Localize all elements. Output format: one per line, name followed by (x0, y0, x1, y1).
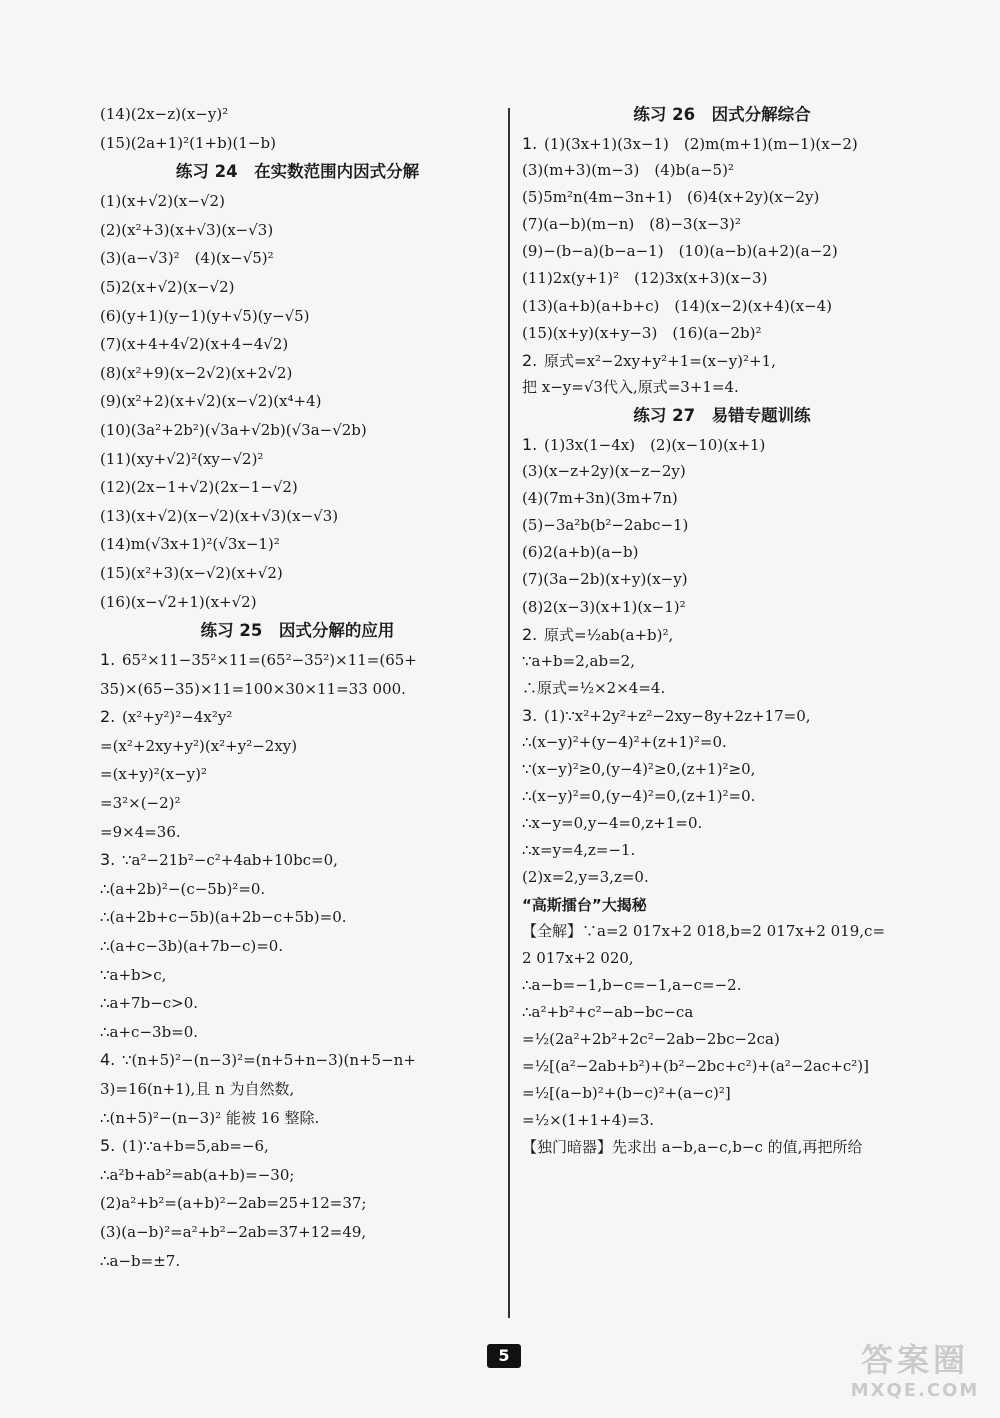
answer-line (522, 431, 922, 458)
answer-line (522, 702, 922, 729)
answer-text: 把 x−y=√3代入,原式=3+1=4. (522, 377, 739, 396)
answer-line (100, 760, 495, 789)
answer-line (522, 157, 922, 184)
answer-text: (1)∵a+b=5,ab=−6, (122, 1137, 269, 1156)
answer-line (522, 783, 922, 810)
answer-text: ∴(x−y)²+(y−4)²+(z+1)²=0. (522, 732, 727, 751)
answer-line (100, 846, 495, 875)
answer-line (522, 1026, 922, 1053)
answer-line (522, 1134, 922, 1161)
answer-text: (6)(y+1)(y−1)(y+√5)(y−√5) (100, 306, 310, 325)
answer-line (522, 918, 922, 945)
answer-line (522, 1080, 922, 1107)
question-number: 3. (522, 705, 538, 725)
answer-line (100, 244, 495, 273)
answer-line (522, 238, 922, 265)
answer-line (522, 864, 922, 891)
answer-line (100, 302, 495, 331)
answer-line (100, 359, 495, 388)
answer-line (100, 1018, 495, 1047)
answer-text: ∵(x−y)²≥0,(y−4)²≥0,(z+1)²≥0, (522, 760, 756, 779)
answer-line (100, 1247, 495, 1276)
answer-line (100, 703, 495, 732)
answer-text: (15)(x+y)(x+y−3) (16)(a−2b)² (522, 323, 762, 342)
answer-line (100, 732, 495, 761)
answer-text: ∴(n+5)²−(n−3)² 能被 16 整除. (100, 1108, 320, 1127)
answer-text: =½×(1+1+4)=3. (522, 1111, 655, 1130)
answer-line (100, 1189, 495, 1218)
page-number: 5 (487, 1344, 521, 1368)
answer-line (522, 729, 922, 756)
subsection-title: “高斯擂台”大揭秘 (522, 895, 647, 914)
answer-text: (12)(2x−1+√2)(2x−1−√2) (100, 478, 298, 497)
answer-line (522, 184, 922, 211)
answer-text: (3)(m+3)(m−3) (4)b(a−5)² (522, 161, 734, 180)
answer-text: (13)(a+b)(a+b+c) (14)(x−2)(x+4)(x−4) (522, 296, 833, 315)
question-number: 3. (100, 850, 116, 870)
answer-text: ∵a+b=2,ab=2, (522, 651, 635, 670)
answer-line (522, 675, 922, 702)
answer-line (522, 265, 922, 292)
left-column (100, 100, 495, 1275)
answer-line (100, 1075, 495, 1104)
question-number: 2. (100, 707, 116, 727)
answer-text: (5)2(x+√2)(x−√2) (100, 277, 235, 296)
answer-text: ∴x−y=0,y−4=0,z+1=0. (522, 814, 703, 833)
answer-text: (10)(3a²+2b²)(√3a+√2b)(√3a−√2b) (100, 420, 367, 439)
answer-text: ∵(n+5)²−(n−3)²=(n+5+n−3)(n+5−n+ (122, 1051, 416, 1070)
answer-text: (2)x=2,y=3,z=0. (522, 868, 649, 887)
answer-text: (1)(3x+1)(3x−1) (2)m(m+1)(m−1)(x−2) (544, 135, 858, 153)
answer-line (100, 502, 495, 531)
answer-text: 原式=x²−2xy+y²+1=(x−y)²+1, (544, 351, 776, 370)
answer-line (100, 216, 495, 245)
question-number: 1. (100, 650, 116, 670)
answer-text: (3)(a−√3)² (4)(x−√5)² (100, 249, 274, 268)
answer-line (100, 187, 495, 216)
answer-text: (3)(a−b)²=a²+b²−2ab=37+12=49, (100, 1222, 367, 1241)
question-number: 1. (522, 434, 538, 454)
answer-line (100, 675, 495, 704)
answer-text: (3)(x−z+2y)(x−z−2y) (522, 462, 686, 481)
answer-line (100, 989, 495, 1018)
right-column (522, 100, 922, 1161)
answer-text: ∴(a+2b+c−5b)(a+2b−c+5b)=0. (100, 908, 347, 927)
answer-line (522, 512, 922, 539)
answer-text: (5)5m²n(4m−3n+1) (6)4(x+2y)(x−2y) (522, 188, 820, 207)
answer-line (522, 648, 922, 675)
answer-text: 【独门暗器】先求出 a−b,a−c,b−c 的值,再把所给 (522, 1138, 863, 1157)
answer-line (100, 1132, 495, 1161)
answer-text: ∴(a+2b)²−(c−5b)²=0. (100, 879, 266, 898)
question-number: 2. (522, 350, 538, 370)
section-heading: 练习 27 易错专题训练 (633, 405, 811, 425)
answer-text: ∴(x−y)²=0,(y−4)²=0,(z+1)²=0. (522, 787, 756, 806)
answer-text: (7)(a−b)(m−n) (8)−3(x−3)² (522, 215, 741, 234)
answer-text: (11)2x(y+1)² (12)3x(x+3)(x−3) (522, 269, 768, 288)
answer-line (522, 945, 922, 972)
answer-line (100, 559, 495, 588)
answer-line (100, 1161, 495, 1190)
answer-text: (13)(x+√2)(x−√2)(x+√3)(x−√3) (100, 506, 339, 525)
answer-text: (7)(3a−2b)(x+y)(x−y) (522, 570, 688, 589)
answer-text: ∴a+7b−c>0. (100, 994, 199, 1013)
answer-text: =½[(a−b)²+(b−c)²+(a−c)²] (522, 1084, 731, 1103)
question-number: 1. (522, 134, 538, 153)
answer-text: (8)2(x−3)(x+1)(x−1)² (522, 597, 686, 616)
answer-line (100, 416, 495, 445)
answer-line (522, 374, 922, 401)
answer-line (522, 837, 922, 864)
answer-text: =(x²+2xy+y²)(x²+y²−2xy) (100, 736, 298, 755)
answer-line (100, 445, 495, 474)
answer-line (100, 129, 495, 158)
answer-text: (2)(x²+3)(x+√3)(x−√3) (100, 220, 274, 239)
answer-text: ∴x=y=4,z=−1. (522, 841, 636, 860)
answer-text: ∴(a+c−3b)(a+7b−c)=0. (100, 937, 284, 956)
answer-text: 3)=16(n+1),且 n 为自然数, (100, 1080, 295, 1098)
section-heading: 练习 25 因式分解的应用 (200, 621, 395, 641)
answer-text: (16)(x−√2+1)(x+√2) (100, 592, 257, 611)
answer-line (522, 130, 922, 157)
answer-line (100, 646, 495, 675)
answer-line (100, 818, 495, 847)
answer-text: 65²×11−35²×11=(65²−35²)×11=(65+ (122, 651, 417, 670)
answer-text: ∴原式=½×2×4=4. (522, 678, 666, 697)
answer-text: ∴a²+b²+c²−ab−bc−ca (522, 1002, 694, 1021)
answer-line (100, 1104, 495, 1133)
answer-text: (9)(x²+2)(x+√2)(x−√2)(x⁴+4) (100, 392, 322, 411)
answer-line (100, 789, 495, 818)
answer-text: (5)−3a²b(b²−2abc−1) (522, 516, 689, 535)
answer-text: (9)−(b−a)(b−a−1) (10)(a−b)(a+2)(a−2) (522, 242, 838, 261)
watermark-logo: 答案圈 MXQE.COM (850, 1341, 980, 1401)
answer-line (100, 588, 495, 617)
answer-line (100, 530, 495, 559)
answer-line (100, 273, 495, 302)
answer-text: ∴a+c−3b=0. (100, 1022, 199, 1041)
answer-line (522, 1107, 922, 1134)
answer-text: (7)(x+4+4√2)(x+4−4√2) (100, 335, 289, 354)
answer-text: 2 017x+2 020, (522, 948, 634, 967)
answer-line (100, 330, 495, 359)
answer-line (522, 566, 922, 593)
answer-line (522, 756, 922, 783)
answer-text: (8)(x²+9)(x−2√2)(x+2√2) (100, 363, 293, 382)
answer-line (100, 932, 495, 961)
answer-line (522, 293, 922, 320)
answer-line (522, 1053, 922, 1080)
answer-text: ∵a+b>c, (100, 965, 167, 984)
answer-text: 35)×(65−35)×11=100×30×11=33 000. (100, 679, 406, 698)
section-heading: 练习 24 在实数范围内因式分解 (175, 162, 420, 182)
answer-text: 原式=½ab(a+b)², (544, 625, 674, 644)
answer-line (522, 485, 922, 512)
answer-text: =½[(a²−2ab+b²)+(b²−2bc+c²)+(a²−2ac+c²)] (522, 1057, 869, 1075)
answer-line (100, 1218, 495, 1247)
answer-text: (15)(2a+1)²(1+b)(1−b) (100, 133, 276, 152)
answer-line (522, 594, 922, 621)
answer-text: (1)(x+√2)(x−√2) (100, 192, 225, 211)
answer-line (100, 387, 495, 416)
answer-text: (6)2(a+b)(a−b) (522, 543, 639, 562)
answer-text: (x²+y²)²−4x²y² (122, 708, 233, 727)
answer-text: (2)a²+b²=(a+b)²−2ab=25+12=37; (100, 1194, 367, 1213)
answer-line (522, 810, 922, 837)
answer-line (522, 621, 922, 648)
answer-line (100, 1046, 495, 1075)
answer-text: (1)3x(1−4x) (2)(x−10)(x+1) (544, 435, 766, 454)
answer-line (100, 875, 495, 904)
answer-text: ∵a²−21b²−c²+4ab+10bc=0, (122, 851, 338, 870)
answer-text: =9×4=36. (100, 822, 181, 841)
answer-text: (14)m(√3x+1)²(√3x−1)² (100, 535, 280, 554)
answer-text: ∴a²b+ab²=ab(a+b)=−30; (100, 1165, 295, 1184)
answer-text: (15)(x²+3)(x−√2)(x+√2) (100, 563, 283, 582)
answer-line (522, 347, 922, 374)
answer-line (522, 458, 922, 485)
answer-text: =3²×(−2)² (100, 794, 181, 813)
answer-line (100, 100, 495, 129)
answer-line (100, 903, 495, 932)
question-number: 2. (522, 624, 538, 644)
answer-line (522, 999, 922, 1026)
answer-text: 【全解】∵a=2 017x+2 018,b=2 017x+2 019,c= (522, 921, 886, 940)
section-heading: 练习 26 因式分解综合 (633, 105, 811, 124)
answer-line (100, 473, 495, 502)
answer-text: (14)(2x−z)(x−y)² (100, 105, 229, 123)
answer-line (522, 320, 922, 347)
question-number: 5. (100, 1136, 116, 1156)
answer-text: ∴a−b=±7. (100, 1251, 181, 1270)
column-divider (508, 108, 510, 1318)
question-number: 4. (100, 1050, 116, 1070)
answer-text: ∴a−b=−1,b−c=−1,a−c=−2. (522, 975, 742, 994)
answer-line (522, 972, 922, 999)
answer-text: (4)(7m+3n)(3m+7n) (522, 489, 678, 508)
answer-line (522, 211, 922, 238)
answer-text: =½(2a²+2b²+2c²−2ab−2bc−2ca) (522, 1029, 780, 1048)
answer-text: (1)∵x²+2y²+z²−2xy−8y+2z+17=0, (544, 706, 811, 725)
answer-line (522, 539, 922, 566)
answer-text: =(x+y)²(x−y)² (100, 765, 208, 784)
answer-text: (11)(xy+√2)²(xy−√2)² (100, 449, 264, 468)
answer-line (100, 961, 495, 990)
